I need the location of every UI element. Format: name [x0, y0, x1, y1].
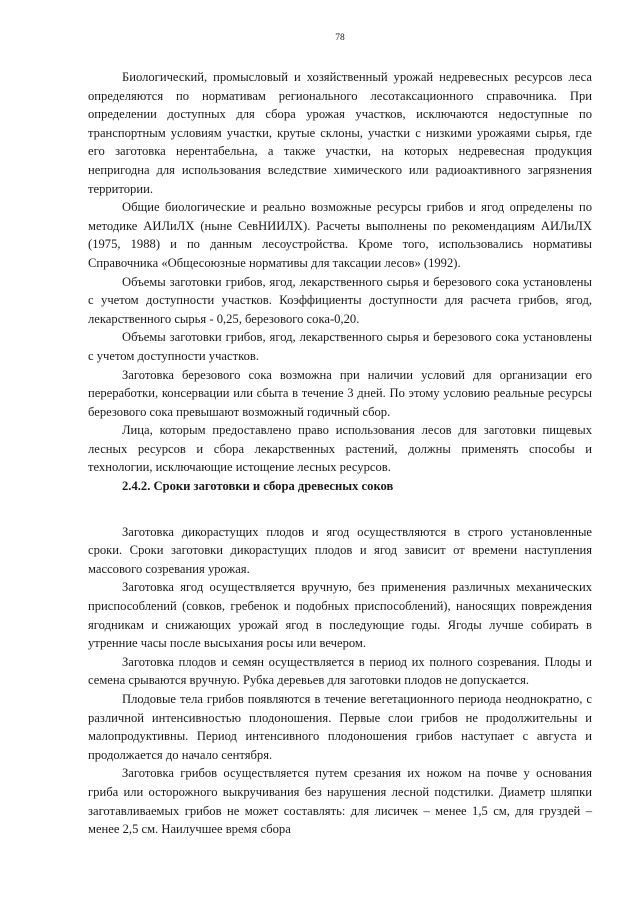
- page-number: 78: [335, 33, 345, 43]
- paragraph: Биологический, промысловый и хозяйственный урожай недревесных ресурсов леса определяются по нормативам регионального лесотаксационного справочника. При определении доступных для сбора урожая участков, исключаются недоступные по транспортным условиям участки, крутые склоны, участки с низкими урожаями сырья, где его заготовка нерентабельна, а также участки, на которых недревесная продукция непригодна для использования вследствие химического или радиоактивного загрязнения территории.: [88, 70, 592, 196]
- paragraph: Заготовка березового сока возможна при наличии условий для организации его переработки, консервации или сбыта в течение 3 дней. По этому условию реальные ресурсы березового сока превышают возможный годичный сбор.: [88, 367, 592, 419]
- paragraph: Заготовка дикорастущих плодов и ягод осуществляются в строго установленные сроки. Сроки заготовки дикорастущих плодов и ягод зависит от времени наступления массового созревания урожая.: [88, 524, 592, 576]
- paragraph: Объемы заготовки грибов, ягод, лекарственного сырья и березового сока установлены с учетом доступности участков.: [88, 330, 592, 363]
- body-text-before: [88, 68, 592, 477]
- paragraph: Лица, которым предоставлено право использования лесов для заготовки пищевых лесных ресурсов и сбора лекарственных растений, должны применять способы и технологии, исключающие истощение лесных ресурсов.: [88, 423, 592, 475]
- paragraph: Объемы заготовки грибов, ягод, лекарственного сырья и березового сока установлены с учетом доступности участков. Коэффициенты доступности для расчета грибов, ягод, лекарственного сырья - 0,25, березового сока-0,20.: [88, 274, 592, 326]
- paragraph: Заготовка плодов и семян осуществляется в период их полного созревания. Плоды и семена срываются вручную. Рубка деревьев для заготовки плодов не допускается.: [88, 654, 592, 688]
- section-heading: 2.4.2. Сроки заготовки и сбора древесных соков: [122, 479, 394, 494]
- body-text-after: [88, 523, 592, 839]
- paragraph: Плодовые тела грибов появляются в течение вегетационного периода неоднократно, с различной интенсивностью плодоношения. Первые слои грибов не продолжительны и малопродуктивны. Период интенсивного плодоношения грибов наступает с августа и продолжается до начало сентября.: [88, 692, 592, 762]
- paragraph: Заготовка грибов осуществляется путем срезания их ножом на почве у основания гриба или осторожного выкручивания без нарушения лесной подстилки. Диаметр шляпки заготавливаемых грибов не может составлять: для лисичек – менее 1,5 см, для груздей – менее 2,5 см. Наилучшее время сбора: [88, 766, 592, 837]
- paragraph: Заготовка ягод осуществляется вручную, без применения различных механических приспособлений (совков, гребенок и подобных приспособлений), наносящих повреждения ягодникам и снижающих урожай ягод в последующие годы. Ягоды лучше собирать в утренние часы после высыхания росы или вечером.: [88, 580, 592, 651]
- paragraph: Общие биологические и реально возможные ресурсы грибов и ягод определены по методике АИЛиЛХ (ныне СевНИИЛХ). Расчеты выполнены по рекомендациям АИЛиЛХ (1975, 1988) и по данным лесоустройства. Кроме того, использовались нормативы Справочника «Общесоюзные нормативы для таксации лесов» (1992).: [88, 200, 592, 270]
